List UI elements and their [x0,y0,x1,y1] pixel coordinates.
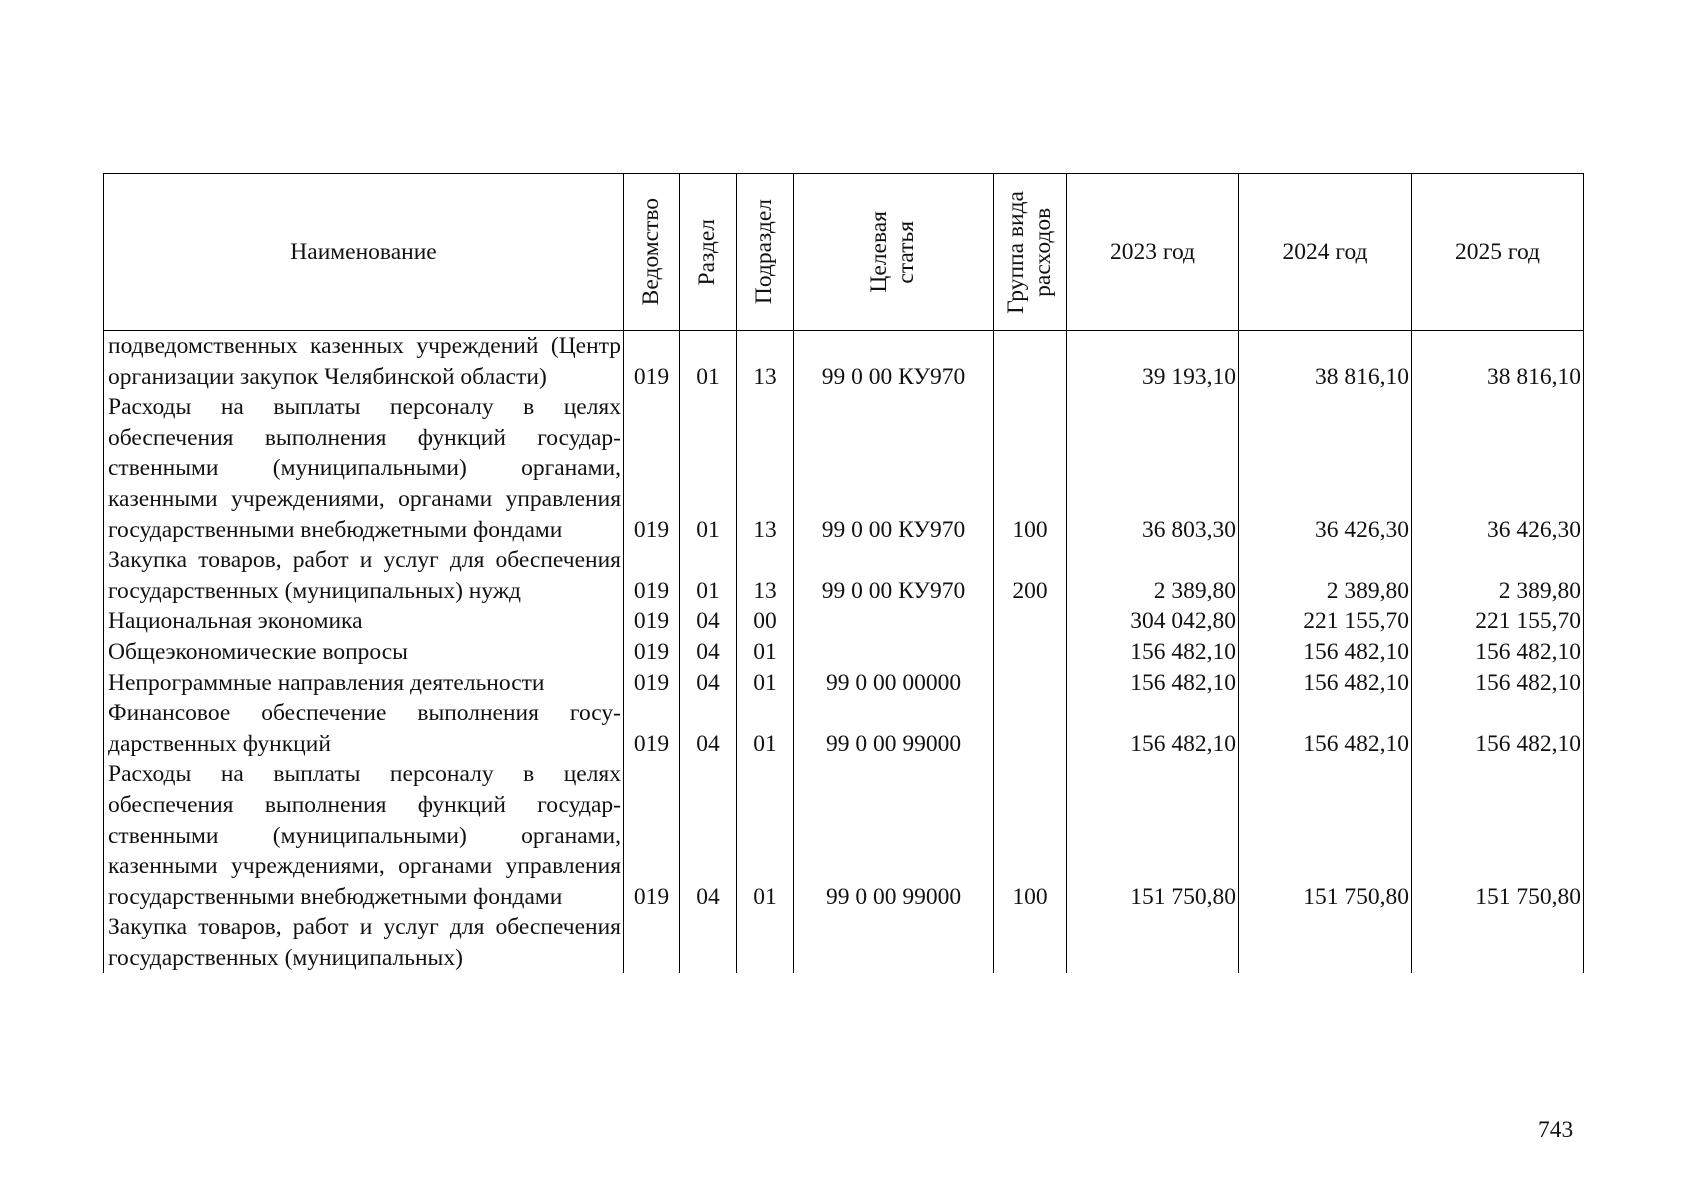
row-2023: 156 482,10 [1067,637,1239,668]
row-vedomstvo: 019 [624,637,680,668]
row-vedomstvo: 019 [624,545,680,606]
table-row [104,545,1584,606]
page-number: 743 [1538,1117,1574,1143]
header-podrazdel: Подраздел [737,174,794,331]
row-2024: 36 426,30 [1239,392,1412,545]
row-celevaya [794,606,994,637]
row-2023: 36 803,30 [1067,392,1239,545]
row-celevaya: 99 0 00 99000 [794,759,994,912]
table-row [104,912,1584,973]
row-2025: 151 750,80 [1412,759,1584,912]
row-podrazdel: 13 [737,331,794,393]
row-gruppa [994,698,1067,759]
row-podrazdel: 01 [737,668,794,699]
table-row [104,698,1584,759]
row-podrazdel [737,912,794,973]
row-name: Расходы на выплаты персоналу в целях обеспечения выполнения функций государственными (муниципальными) органами, казенными учреждениями, органами управления государственными внебюджетными фондами [104,759,624,912]
table-row [104,606,1584,637]
row-2023: 156 482,10 [1067,698,1239,759]
row-gruppa: 100 [994,392,1067,545]
header-razdel: Раздел [680,174,737,331]
row-razdel: 04 [680,759,737,912]
row-podrazdel: 01 [737,698,794,759]
table-row [104,759,1584,912]
row-podrazdel: 00 [737,606,794,637]
row-gruppa [994,637,1067,668]
row-celevaya [794,912,994,973]
row-celevaya: 99 0 00 КУ970 [794,331,994,393]
row-2024: 156 482,10 [1239,668,1412,699]
row-name: Расходы на выплаты персоналу в целях обеспечения выполнения функций государственными (муниципальными) органами, казенными учреждениями, органами управления государственными внебюджетными фондами [104,392,624,545]
row-vedomstvo: 019 [624,698,680,759]
header-2023: 2023 год [1067,174,1239,331]
row-2024: 151 750,80 [1239,759,1412,912]
row-razdel: 04 [680,606,737,637]
row-2024: 2 389,80 [1239,545,1412,606]
row-razdel: 04 [680,698,737,759]
row-gruppa [994,606,1067,637]
header-celevaya-statya: Целевая статья [794,174,994,331]
row-name: Финансовое обеспечение выполнения государственных функций [104,698,624,759]
row-2025: 156 482,10 [1412,698,1584,759]
row-2025: 2 389,80 [1412,545,1584,606]
row-razdel: 04 [680,637,737,668]
header-name: Наименование [104,174,624,331]
row-vedomstvo: 019 [624,606,680,637]
row-vedomstvo: 019 [624,392,680,545]
row-2024: 221 155,70 [1239,606,1412,637]
row-gruppa [994,331,1067,393]
row-2023: 151 750,80 [1067,759,1239,912]
row-2025: 156 482,10 [1412,637,1584,668]
table-row [104,331,1584,393]
row-name: Непрограммные направления деятельности [104,668,624,699]
row-podrazdel: 13 [737,392,794,545]
header-vedomstvo: Ведомство [624,174,680,331]
header-row [104,174,1584,331]
row-2024: 156 482,10 [1239,637,1412,668]
row-2023: 39 193,10 [1067,331,1239,393]
row-razdel: 01 [680,331,737,393]
row-2025: 36 426,30 [1412,392,1584,545]
row-2024: 38 816,10 [1239,331,1412,393]
row-2023: 156 482,10 [1067,668,1239,699]
row-celevaya: 99 0 00 00000 [794,668,994,699]
row-2025: 221 155,70 [1412,606,1584,637]
budget-table [103,173,1584,973]
table-row [104,637,1584,668]
row-2023: 2 389,80 [1067,545,1239,606]
row-name: Закупка товаров, работ и услуг для обеспечения государственных (муниципальных) [104,912,624,973]
row-podrazdel: 01 [737,759,794,912]
row-2024: 156 482,10 [1239,698,1412,759]
row-gruppa: 100 [994,759,1067,912]
row-2025 [1412,912,1584,973]
row-2025: 38 816,10 [1412,331,1584,393]
row-vedomstvo: 019 [624,668,680,699]
row-celevaya: 99 0 00 КУ970 [794,392,994,545]
row-name: Национальная экономика [104,606,624,637]
row-celevaya: 99 0 00 КУ970 [794,545,994,606]
row-name: Закупка товаров, работ и услуг для обеспечения государственных (муниципальных) нужд [104,545,624,606]
row-razdel: 01 [680,392,737,545]
row-2025: 156 482,10 [1412,668,1584,699]
row-gruppa [994,668,1067,699]
row-2023 [1067,912,1239,973]
row-gruppa: 200 [994,545,1067,606]
row-gruppa [994,912,1067,973]
row-podrazdel: 13 [737,545,794,606]
row-2024 [1239,912,1412,973]
row-vedomstvo: 019 [624,331,680,393]
row-vedomstvo [624,912,680,973]
header-2025: 2025 год [1412,174,1584,331]
table-row [104,392,1584,545]
row-razdel [680,912,737,973]
row-name: подведомственных казенных учреждений (Центр организации закупок Челябинской области) [104,331,624,393]
row-2023: 304 042,80 [1067,606,1239,637]
table-row [104,668,1584,699]
row-celevaya [794,637,994,668]
row-podrazdel: 01 [737,637,794,668]
header-gruppa-vida-rashodov: Группа вида расходов [994,174,1067,331]
row-razdel: 04 [680,668,737,699]
row-vedomstvo: 019 [624,759,680,912]
row-razdel: 01 [680,545,737,606]
header-2024: 2024 год [1239,174,1412,331]
row-name: Общеэкономические вопросы [104,637,624,668]
row-celevaya: 99 0 00 99000 [794,698,994,759]
